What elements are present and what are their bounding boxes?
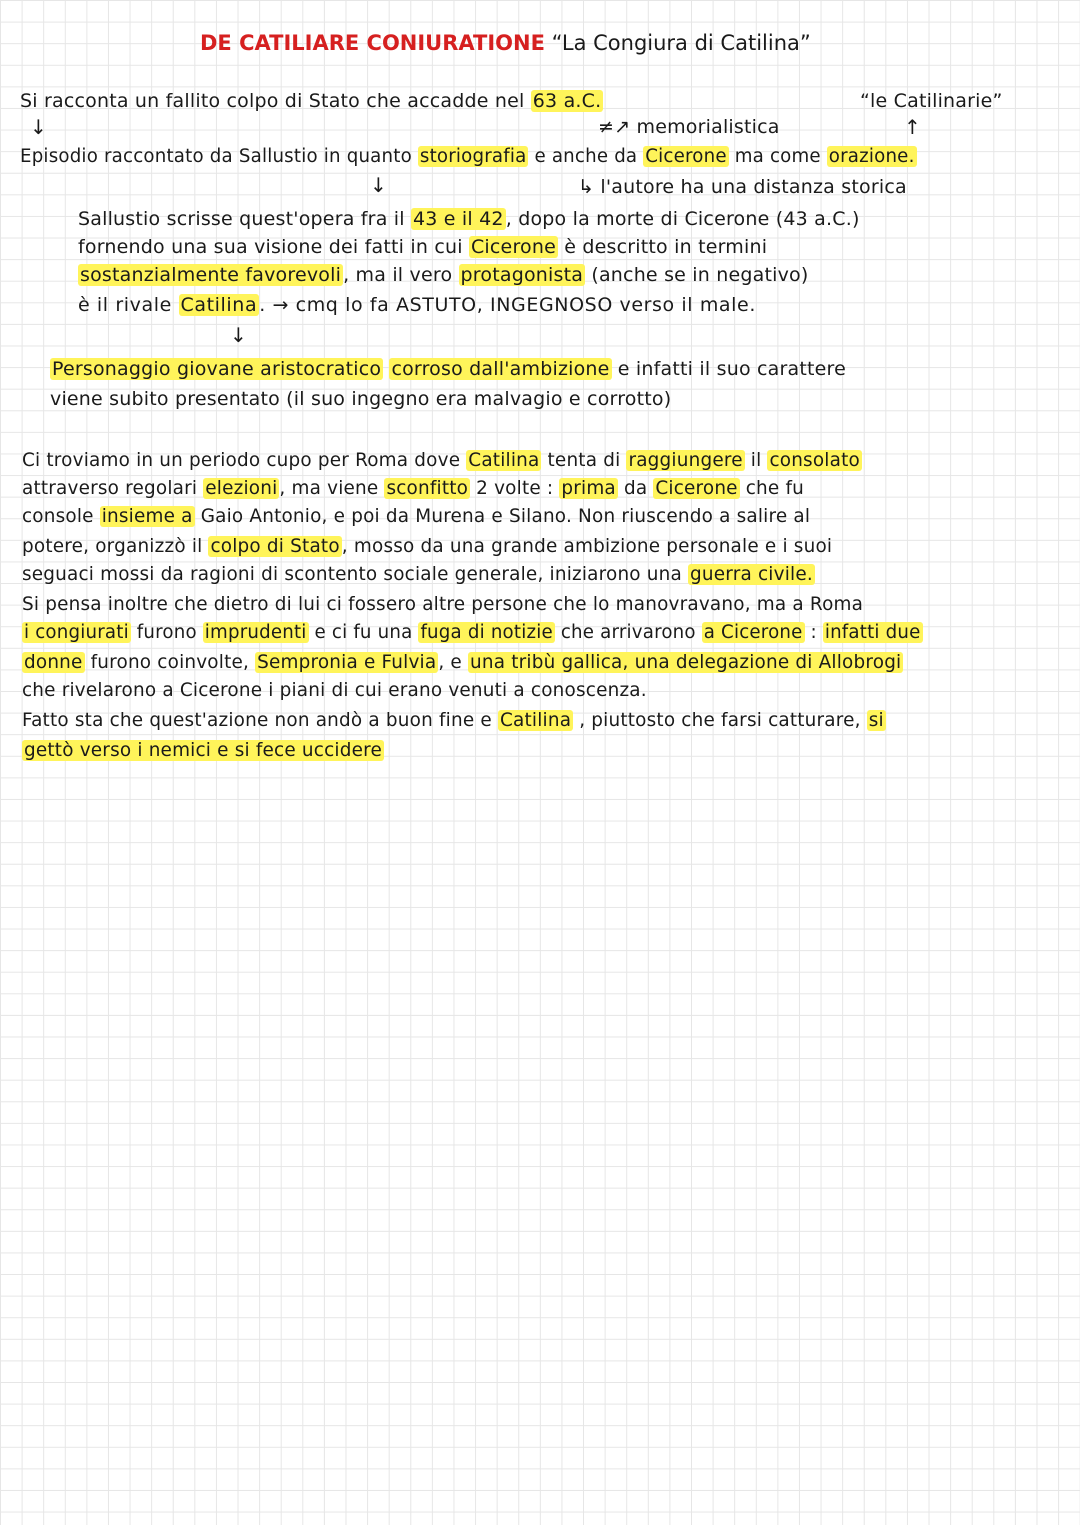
p2-line-1 — [50, 356, 846, 382]
intro-text: Si racconta un fallito colpo di Stato che accadde nel — [20, 90, 531, 112]
p1-line-3 — [78, 262, 809, 288]
highlight: fuga di notizie — [420, 622, 553, 643]
p1-line-2 — [78, 234, 767, 260]
highlight: sconfitto — [386, 478, 469, 499]
catilinarie-note: “le Catilinarie” — [860, 90, 1003, 112]
text: e anche da — [528, 146, 644, 167]
highlight: donne — [24, 652, 83, 673]
p3-line-2 — [22, 476, 804, 502]
text: console — [22, 506, 100, 527]
memorialistica-note: ≠↗ memorialistica — [598, 116, 780, 138]
text: Ci troviamo in un periodo cupo per Roma dove — [22, 450, 467, 471]
text: che arrivarono — [554, 622, 702, 643]
highlight: 43 e il 42 — [412, 208, 504, 230]
highlight: Personaggio giovane aristocratico — [52, 358, 382, 380]
text: , piuttosto che farsi catturare, — [573, 710, 867, 731]
text: , ma viene — [279, 478, 385, 499]
highlight: corroso dall'ambizione — [391, 358, 610, 380]
text: fornendo una sua visione dei fatti in cui — [78, 236, 469, 258]
text: (anche se in negativo) — [585, 264, 809, 286]
text: seguaci mossi da ragioni di scontento sociale generale, iniziarono una — [22, 564, 689, 585]
p3-line-10 — [22, 708, 886, 734]
highlight: orazione. — [828, 146, 915, 167]
p3-line-8 — [22, 650, 903, 676]
down-arrow-icon: ↓ — [370, 173, 387, 197]
page-title — [200, 28, 811, 58]
p3-line-11 — [22, 738, 384, 764]
highlight: Cicerone — [655, 478, 738, 499]
text: furono — [130, 622, 203, 643]
highlight: raggiungere — [628, 450, 743, 471]
text: è il rivale — [78, 294, 179, 316]
up-arrow-icon: ↑ — [904, 115, 921, 139]
text: tenta di — [541, 450, 627, 471]
highlight: colpo di Stato — [210, 536, 340, 557]
p3-line-1 — [22, 448, 862, 474]
highlight: Catilina — [499, 710, 572, 731]
text: e ci fu una — [308, 622, 419, 643]
text: potere, organizzò il — [22, 536, 209, 557]
p1-line-1 — [78, 206, 860, 232]
down-arrow-icon: ↓ — [230, 323, 247, 347]
highlight-date: 63 a.C. — [532, 90, 602, 112]
text: da — [617, 478, 654, 499]
highlight: imprudenti — [204, 622, 307, 643]
intro-line-2 — [20, 144, 917, 170]
distanza-note: ↳ l'autore ha una distanza storica — [578, 176, 907, 198]
highlight: Catilina — [180, 294, 258, 316]
highlight: i congiurati — [24, 622, 129, 643]
down-arrow-icon: ↓ — [30, 115, 47, 139]
highlight: Cicerone — [470, 236, 556, 258]
highlight: Sempronia e Fulvia — [257, 652, 437, 673]
p3-line-9: che rivelarono a Cicerone i piani di cui erano venuti a conoscenza. — [22, 680, 647, 701]
text: Fatto sta che quest'azione non andò a buon fine e — [22, 710, 498, 731]
text: : — [804, 622, 823, 643]
highlight: Catilina — [468, 450, 540, 471]
highlight: gettò verso i nemici e si fece uccidere — [24, 740, 382, 761]
text: attraverso regolari — [22, 478, 204, 499]
p3-line-7 — [22, 620, 923, 646]
p3-line-3 — [22, 504, 810, 530]
highlight: elezioni — [205, 478, 278, 499]
title-latin: DE CATILIARE CONIURATIONE — [200, 31, 545, 55]
text: il — [744, 450, 768, 471]
text: Episodio raccontato da Sallustio in quanto — [20, 146, 418, 167]
text: , ma il vero — [343, 264, 459, 286]
text: Gaio Antonio, e poi da Murena e Silano. Non riuscendo a salire al — [194, 506, 811, 527]
highlight: Cicerone — [645, 146, 727, 167]
highlight: consolato — [769, 450, 860, 471]
text: e infatti il suo carattere — [611, 358, 847, 380]
title-italian: “La Congiura di Catilina” — [551, 31, 811, 55]
highlight: infatti due — [824, 622, 921, 643]
highlight: protagonista — [460, 264, 584, 286]
p1-line-4 — [78, 292, 756, 318]
highlight: sostanzialmente favorevoli — [80, 264, 342, 286]
text: che fu — [739, 478, 805, 499]
highlight: storiografia — [419, 146, 527, 167]
highlight: guerra civile. — [690, 564, 813, 585]
text: ma come — [728, 146, 827, 167]
text: , e — [438, 652, 468, 673]
p3-line-4 — [22, 534, 832, 560]
text: 2 volte : — [470, 478, 560, 499]
text: . → cmq lo fa ASTUTO, INGEGNOSO verso il male. — [259, 294, 756, 316]
highlight: insieme a — [101, 506, 193, 527]
text: , dopo la morte di Cicerone (43 a.C.) — [505, 208, 860, 230]
highlight: si — [868, 710, 884, 731]
text: è descritto in termini — [558, 236, 768, 258]
p2-line-2: viene subito presentato (il suo ingegno era malvagio e corrotto) — [50, 388, 672, 410]
p3-line-5 — [22, 562, 815, 588]
text: Sallustio scrisse quest'opera fra il — [78, 208, 411, 230]
text: , mosso da una grande ambizione personale e i suoi — [341, 536, 833, 557]
highlight: una tribù gallica, una delegazione di Allobrogi — [469, 652, 902, 673]
p3-line-6: Si pensa inoltre che dietro di lui ci fossero altre persone che lo manovravano, ma a Roma — [22, 594, 864, 615]
text: furono coinvolte, — [84, 652, 256, 673]
highlight: a Cicerone — [703, 622, 803, 643]
intro-line-1 — [20, 88, 603, 114]
highlight: prima — [561, 478, 616, 499]
